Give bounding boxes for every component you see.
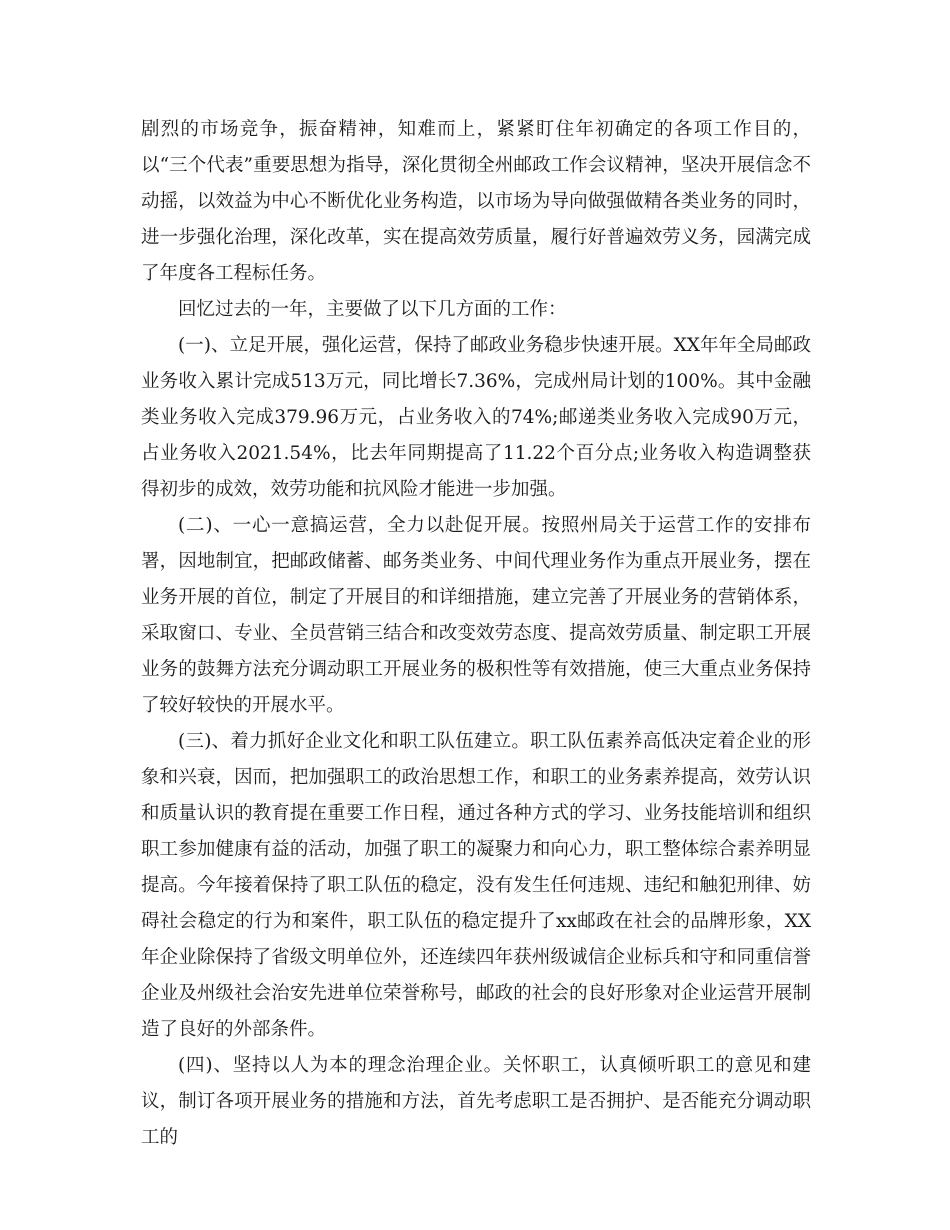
paragraph-section-2: (二)、一心一意搞运营，全力以赴促开展。按照州局关于运营工作的安排布署，因地制宜，把邮政储蓄、邮务类业务、中间代理业务作为重点开展业务，摆在业务开展的首位，制定了开展目的和详细措施，建立完善了开展业务的营销体系，采取窗口、专业、全员营销三结合和改变效劳态度、提高效劳质量、制定职工开展业务的鼓舞方法充分调动职工开展业务的极积性等有效措施，使三大重点业务保持了较好较快的开展水平。 — [141, 515, 811, 716]
paragraph-review-intro: 回忆过去的一年，主要做了以下几方面的工作： — [178, 299, 567, 320]
paragraph-section-3: (三)、着力抓好企业文化和职工队伍建立。职工队伍素养高低决定着企业的形象和兴衰，因而，把加强职工的政治思想工作，和职工的业务素养提高，效劳认识和质量认识的教育提在重要工作日程，通过各种方式的学习、业务技能培训和组织职工参加健康有益的活动，加强了职工的凝聚力和向心力，职工整体综合素养明显提高。今年接着保持了职工队伍的稳定，没有发生任何违规、违纪和触犯刑律、妨碍社会稳定的行为和案件，职工队伍的稳定提升了xx邮政在社会的品牌形象，XX年企业除保持了省级文明单位外，还连续四年获州级诚信企业标兵和守和同重信誉企业及州级社会治安先进单位荣誉称号，邮政的社会的良好形象对企业运营开展制造了良好的外部条件。 — [141, 731, 811, 1040]
paragraph-section-4: (四)、坚持以人为本的理念治理企业。关怀职工，认真倾听职工的意见和建议，制订各项开展业务的措施和方法，首先考虑职工是否拥护、是否能充分调动职工的 — [141, 1055, 811, 1148]
paragraph-continued: 剧烈的市场竞争，振奋精神，知难而上，紧紧盯住年初确定的各项工作目的，以“三个代表”重要思想为指导，深化贯彻全州邮政工作会议精神，坚决开展信念不动摇，以效益为中心不断优化业务构造，以市场为导向做强做精各类业务的同时，进一步强化治理，深化改革，实在提高效劳质量，履行好普遍效劳义务，园满完成了年度各工程标任务。 — [141, 119, 811, 284]
paragraph-section-1: (一)、立足开展，强化运营，保持了邮政业务稳步快速开展。XX年年全局邮政业务收入累计完成513万元，同比增长7.36%，完成州局计划的100%。其中金融类业务收入完成379.96万元，占业务收入的74%;邮递类业务收入完成90万元，占业务收入2021.54%，比去年同期提高了11.22个百分点;业务收入构造调整获得初步的成效，效劳功能和抗风险才能进一步加强。 — [141, 335, 811, 500]
document-body — [141, 112, 811, 1156]
